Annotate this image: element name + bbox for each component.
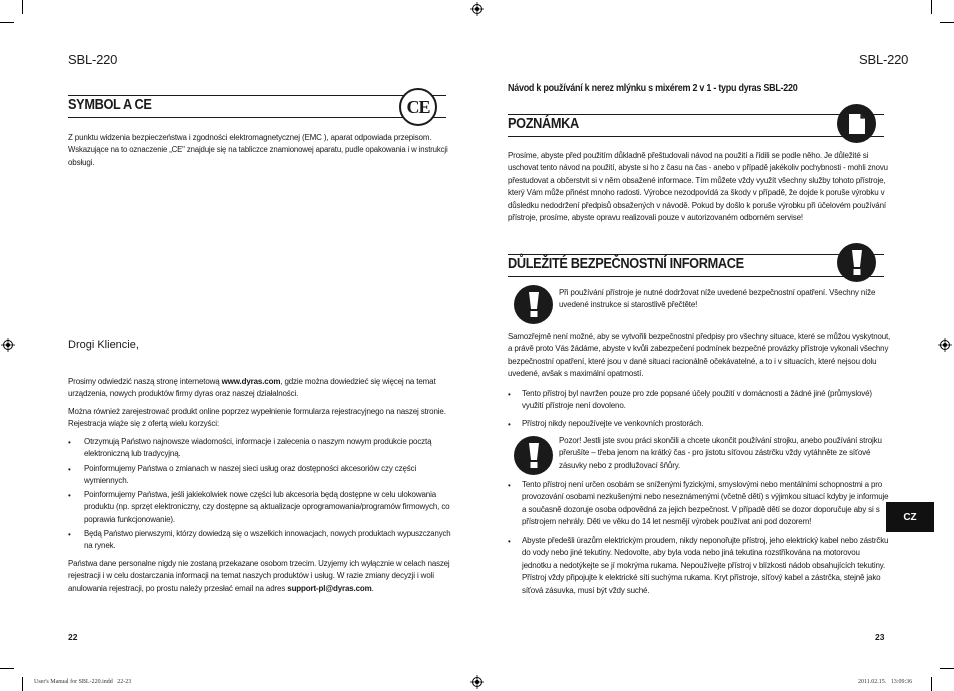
support-email-link[interactable]: support-pl@dyras.com: [287, 583, 372, 593]
safety-intro: Samozřejmě není možné, aby se vytvořili bezpečnostní předpisy pro všechny situace, které se můžou vyskytnout, a právě proto Vás žádáme, abyste v kvůli zabezpečení podmínek bezpečné provázky přístroje vykonali všechny bezpečnostní opatření, které jsou v dané situaci racionálně očekávatelné, a to i v situacích, které nejsou dolu uvedené, avšak s maximální opatrností.: [508, 332, 891, 379]
crop-mark: [22, 0, 23, 14]
exclamation-icon: [514, 285, 553, 324]
exclamation-icon: [514, 436, 553, 475]
bullet: •: [68, 530, 71, 539]
section-rule-top: [68, 95, 446, 96]
crop-mark: [931, 0, 932, 14]
section-rule-bottom: [508, 276, 884, 277]
page-number-left: 22: [68, 632, 78, 642]
exclamation-icon: [837, 243, 876, 282]
bullet: •: [68, 491, 71, 500]
register-paragraph: Można również zarejestrować produkt online poprzez wypełnienie formularza rejestracyjnego na naszej stronie. Rejestracja wiąże się z ofertą wielu korzyści:: [68, 407, 446, 429]
privacy-paragraph: Państwa dane personalne nigdy nie zostaną przekazane osobom trzecim. Uzyjemy ich wyłącznie w celach naszej rejestracji i w celu dostarczania informacji na temat naszych produktów i usług. W razie zmiany decyzji i woli anulowania rejestracji, po prostu należy przesłać email na adres support-pl@dyras.com.: [68, 559, 450, 593]
crop-mark: [931, 677, 932, 691]
list-item: Otrzymują Państwo najnowsze wiadomości, informacje i zalecenia o naszym nowym produkcie pocztą elektroniczną lub tradycyjną.: [84, 437, 432, 459]
section-rule-bottom: [68, 117, 446, 118]
ce-section-text: Z punktu widzenia bezpieczeństwa i zgodności elektromagnetycznej (EMC ), aparat odpowiada przepisom. Wskazujące na to oznaczenie „CE" znajduje się na tabliczce znamionowej aparatu, pudle opakowania i w instrukcji obsługi.: [68, 133, 448, 167]
bullet: •: [508, 420, 511, 429]
crop-mark: [0, 668, 14, 669]
crop-mark: [0, 22, 14, 23]
note-section-title: POZNÁMKA: [508, 116, 579, 132]
bullet: •: [508, 481, 511, 490]
ce-mark-icon: CE: [399, 88, 437, 126]
footer-file-info: User's Manual for SBL-220.indd 22-23: [34, 679, 132, 685]
greeting: Drogi Kliencie,: [68, 339, 139, 351]
list-item: Přístroj nikdy nepoužívejte ve venkovních prostorách.: [522, 419, 704, 428]
bullet: •: [68, 465, 71, 474]
bullet: •: [68, 438, 71, 447]
bullet: •: [508, 390, 511, 399]
page-number-right: 23: [875, 632, 885, 642]
warning-text-2: Pozor! Jestli jste svou práci skončili a chcete ukončit používání strojku, anebo používání strojku přerušíte – třeba jenom na krátký čas - pro jistotu síťovou zástrčku vždy vytáhněte ze síťové zásuvky nebo z prodlužovací šňůry.: [559, 436, 882, 470]
model-label-right: SBL-220: [859, 52, 909, 67]
list-item: Tento přístroj není určen osobám se sníženými fyzickými, smyslovými nebo mentálními schopnostmi a pro provozování osobami nezkušenými nebo neseznámenými (včetně dětí) s výjimkou situací kdyby je informuje a současně dozoruje osoba odpovědná za jejich bezpečnost. V případě dětí se dozor doporučuje aby si s přístrojem nehrály. Děti ve věku do 14 let nesmějí výrobek používat ani pod dozorem!: [522, 480, 889, 527]
model-label-left: SBL-220: [68, 52, 118, 67]
bullet: •: [508, 537, 511, 546]
crop-mark: [940, 668, 954, 669]
section-rule-bottom: [508, 136, 884, 137]
footer-timestamp: 2011.02.15. 13:09:36: [858, 679, 913, 685]
registration-mark-icon: [470, 2, 484, 16]
note-document-icon: [837, 104, 876, 143]
registration-mark-icon: [938, 338, 952, 352]
language-tab: CZ: [886, 502, 934, 532]
list-item: Poinformujemy Państwa, jeśli jakiekolwiek nowe części lub akcesoria będą dostępne w celu ulokowania produktu (np. sprzęt elektroniczny, czy dostępne są aktualizacje oprogramowania/programów firmowych, co poprawia funkcjonowanie).: [84, 490, 450, 524]
list-item: Tento přístroj byl navržen pouze pro zde popsané účely použití v domácnosti a žádné jiné (průmyslové) využití přístroje není dovoleno.: [522, 389, 872, 411]
ce-section-title: SYMBOL A CE: [68, 97, 152, 113]
section-rule-top: [508, 254, 884, 255]
warning-text-1: Při používání přístroje je nutné dodržovat níže uvedené bezpečnostní opatření. Všechny níže uvedené instrukce si starostlivě přečtěte!: [559, 288, 876, 310]
note-text: Prosíme, abyste před použitím důkladně přeštudovali návod na použití a řídili se podle něho. Je důležité si uschovat tento návod na použití, abyste si ho z času na čas - anebo v případě jakékoliv pochybnosti - mohli znovu přestudovat a občerstvit si v něm obsažené informace. Tím můžete vždy využít všechny služby tohoto přístroje, který Vám může přinést mnoho radosti. Výrobce nezodpovídá za škody v případě, že dojde k poruše výrobku v důsledku nedodržení předpisů obsažených v návodě. Pokud by došlo k poruše výrobku při účelovém používání přístroje, prosíme, abyste opravu realizovali pouze v autorizovaném odborném servise!: [508, 151, 888, 223]
crop-mark: [22, 677, 23, 691]
intro-paragraph: Prosimy odwiedzić naszą stronę internetową www.dyras.com, gdzie można dowiedzieć się więcej na temat urządzenia, nowych produktów firmy dyras oraz naszej działalności.: [68, 377, 436, 399]
safety-section-title: DŮLEŽITÉ BEZPEČNOSTNÍ INFORMACE: [508, 256, 744, 272]
registration-mark-icon: [1, 338, 15, 352]
list-item: Będą Państwo pierwszymi, którzy dowiedzą się o wszelkich innowacjach, nowych produktach wypuszczanych na rynek.: [84, 529, 451, 551]
registration-mark-icon: [470, 675, 484, 689]
website-link[interactable]: www.dyras.com: [221, 377, 281, 386]
section-rule-top: [508, 114, 884, 115]
list-item: Poinformujemy Państwa o zmianach w naszej sieci usług oraz dostępności akcesoriów czy części wymiennych.: [84, 464, 417, 486]
crop-mark: [940, 22, 954, 23]
manual-heading: Návod k používání k nerez mlýnku s mixérem 2 v 1 - typu dyras SBL-220: [508, 83, 798, 94]
list-item: Abyste předešli úrazům elektrickým proudem, nikdy neponořujte přístroj, jeho elektrický kabel nebo zástrčku do vody nebo jiné tekutiny. Nedovolte, aby byla voda nebo jiná tekutina rozstříkována na motorovou jednotku a nedotýkejte se jí mokrýma rukama. Nepoužívejte přístroj v blízkosti nádob obsahujících tekutiny. Přístroj vždy připojujte k elektrické síti suchýma rukama. Kryt přístroje, síťový kabel a zástrčka, stejně jako síťová zásuvka, musí být vždy suché.: [522, 536, 889, 595]
